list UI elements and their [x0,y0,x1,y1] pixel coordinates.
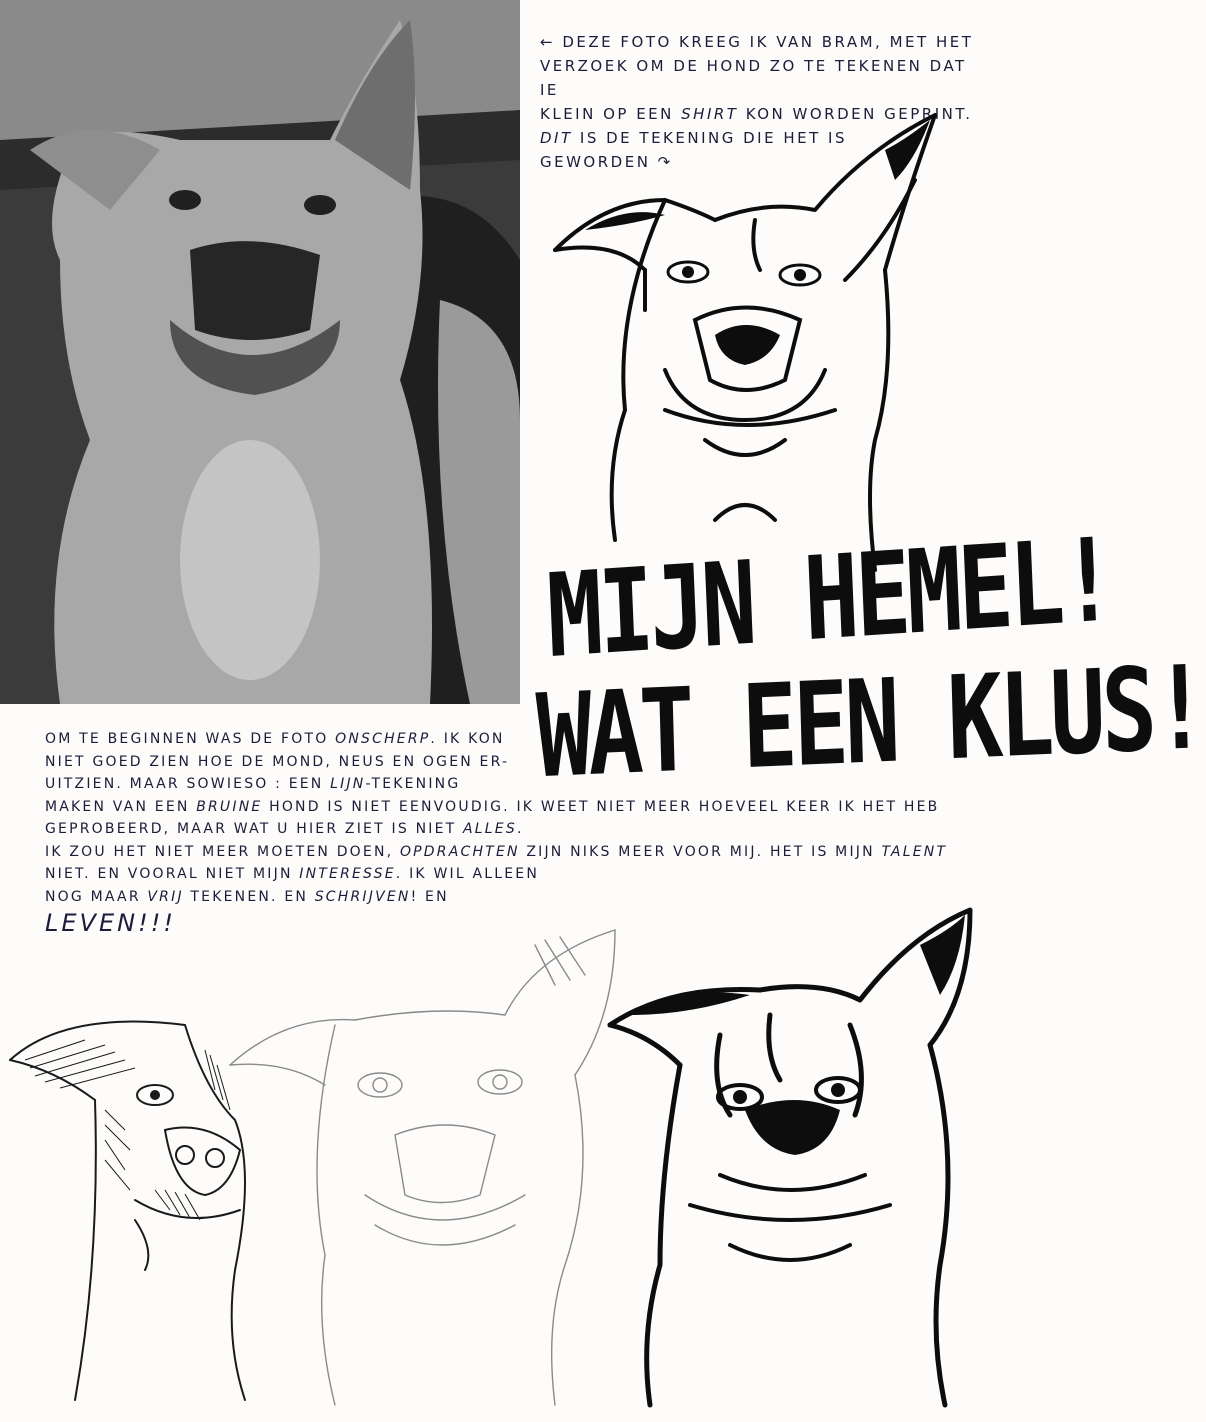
note-line-2: VERZOEK OM DE HOND ZO TE TEKENEN DAT IE [540,57,967,99]
note-line-4: DIT IS DE TEKENING DIE HET IS [540,129,847,147]
dog-photo-illustration [0,0,520,704]
body-line-6: IK ZOU HET NIET MEER MOETEN DOEN, OPDRACHTEN ZIJN NIKS MEER VOOR MIJ. HET IS MIJN TALENT [45,843,948,860]
note-line-5: GEWORDEN ↷ [540,153,673,171]
body-line-1: OM TE BEGINNEN WAS DE FOTO ONSCHERP. IK KON [45,731,505,747]
note-line-3: KLEIN OP EEN SHIRT KON WORDEN GEPRINT. [540,105,973,123]
body-line-3: UITZIEN. MAAR SOWIESO : EEN LIJN-TEKENING [45,776,461,792]
body-line-7: NIET. EN VOORAL NIET MIJN INTERESSE. IK WIL ALLEEN [45,866,540,882]
headline-line-1: MIJN HEMEL! [544,513,1115,684]
body-line-5: GEPROBEERD, MAAR WAT U HIER ZIET IS NIET ALLES. [45,821,524,837]
note-line-1: ← DEZE FOTO KREEG IK VAN BRAM, MET HET [540,33,974,51]
dog-photo [0,0,520,704]
body-line-8: NOG MAAR VRIJ TEKENEN. EN SCHRIJVEN! EN [45,888,449,905]
dog-line-drawing-main [545,110,965,580]
body-line-9: LEVEN!!! [45,909,176,937]
dog-sketch-pencil [225,925,645,1410]
body-line-4: MAKEN VAN EEN BRUINE HOND IS NIET EENVOUDIG. IK WEET NIET MEER HOEVEEL KEER IK HET HEB [45,798,940,815]
dog-ink-drawing [600,905,985,1410]
body-line-2: NIET GOED ZIEN HOE DE MOND, NEUS EN OGEN ER- [45,753,510,770]
body-text [45,728,975,935]
headline-line-2: WAT EEN KLUS! [534,640,1206,804]
dog-sketch-hatched [5,1010,255,1410]
